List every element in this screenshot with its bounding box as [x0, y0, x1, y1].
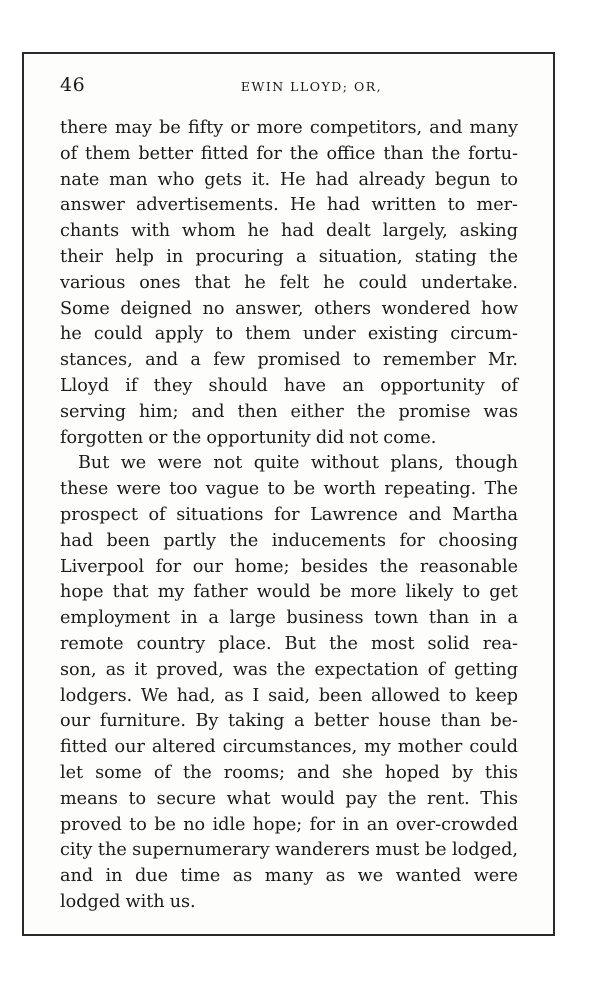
text-line: there may be fifty or more competitors, and many [60, 118, 518, 138]
paragraph [60, 451, 518, 915]
body-text [60, 116, 518, 916]
text-line: son, as it proved, was the expectation of getting [60, 659, 518, 680]
text-line: means to secure what would pay the rent. This [60, 788, 518, 809]
running-head: EWIN LLOYD; OR, [240, 79, 383, 94]
text-line: employment in a large business town than in a [60, 608, 518, 629]
text-line: let some of the rooms; and she hoped by this [60, 762, 518, 783]
text-line: these were too vague to be worth repeating. The [60, 479, 518, 500]
text-line: their help in procuring a situation, stating the [60, 246, 518, 267]
text-line: various ones that he felt he could undertake. [60, 272, 518, 293]
text-line: nate man who gets it. He had already begun to [60, 169, 518, 190]
page-number: 46 [60, 74, 86, 96]
text-line: Lloyd if they should have an opportunity of [60, 375, 518, 396]
text-line: serving him; and then either the promise was [60, 401, 518, 422]
text-line: prospect of situations for Lawrence and Martha [60, 504, 518, 525]
text-line: forgotten or the opportunity did not come. [60, 427, 437, 448]
text-line: and in due time as many as we wanted were [60, 866, 518, 887]
text-line: lodgers. We had, as I said, been allowed to keep [60, 685, 518, 706]
text-line: proved to be no idle hope; for in an over-crowded [60, 814, 518, 835]
text-line: city the supernumerary wanderers must be lodged, [60, 840, 518, 861]
text-line: he could apply to them under existing circum- [60, 324, 518, 345]
text-line: of them better fitted for the office than the fortu- [60, 143, 518, 164]
text-line: Some deigned no answer, others wondered how [60, 298, 518, 319]
text-line: lodged with us. [60, 891, 196, 912]
text-line: hope that my father would be more likely to get [60, 582, 518, 603]
page-header [60, 74, 543, 104]
text-line: chants with whom he had dealt largely, asking [60, 221, 518, 242]
text-line: remote country place. But the most solid rea- [60, 633, 518, 654]
text-line: answer advertisements. He had written to mer- [60, 195, 518, 216]
text-line: Liverpool for our home; besides the reasonable [60, 556, 518, 577]
text-line: But we were not quite without plans, though [78, 453, 518, 474]
text-line: stances, and a few promised to remember Mr. [60, 350, 518, 371]
text-line: fitted our altered circumstances, my mother could [60, 737, 518, 758]
text-line: had been partly the inducements for choosing [60, 530, 518, 551]
paragraph [60, 116, 518, 451]
text-line: our furniture. By taking a better house than be- [60, 711, 518, 732]
